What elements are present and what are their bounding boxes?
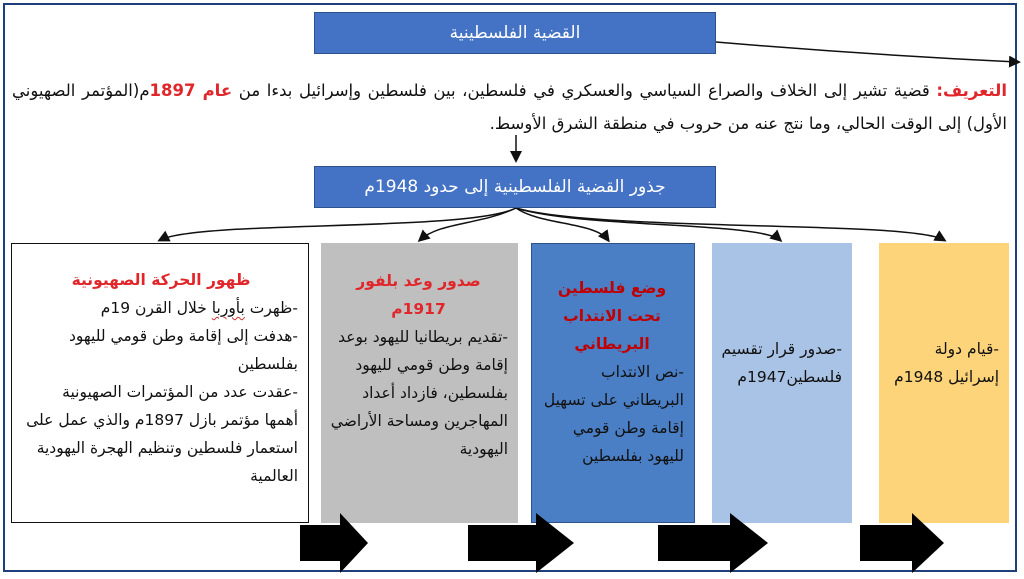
column-line: -ظهرت بأوربا خلال القرن 19م: [100, 299, 298, 317]
definition-text-1: قضية تشير إلى الخلاف والصراع السياسي والعسكري في فلسطين، بين فلسطين وإسرائيل بدءا من: [232, 81, 937, 100]
column-line: -هدفت إلى إقامة وطن قومي لليهود بفلسطين: [68, 327, 298, 373]
column-heading: ظهور الحركة الصهيونية: [71, 271, 251, 289]
block-arrow-icon: [860, 513, 944, 573]
definition-label: التعريف:: [936, 81, 1008, 100]
definition-year: عام 1897: [149, 81, 233, 100]
spellcheck-word: بأوربا: [211, 299, 245, 317]
column-heading: صدور وعد بلفور 1917م: [356, 272, 481, 318]
main-title: القضية الفلسطينية: [449, 23, 581, 43]
block-arrow-icon: [658, 513, 768, 573]
column-heading: وضع فلسطين تحت الانتداب البريطاني: [557, 279, 667, 353]
definition-text-2: م(المؤتمر الصهيوني الأول) إلى الوقت الحالي، وما نتج عنه من حروب في منطقة الشرق الأوسط.: [12, 81, 1007, 133]
block-arrow-icon: [300, 513, 368, 573]
column-body: -نص الانتداب البريطاني على تسهيل إقامة وطن قومي لليهود بفلسطين: [543, 363, 684, 465]
column-body: -قيام دولة إسرائيل 1948م: [894, 340, 999, 386]
column-body: -صدور قرار تقسيم فلسطين1947م: [721, 340, 842, 386]
column-line: -عقدت عدد من المؤتمرات الصهيونية أهمها مؤتمر بازل 1897م والذي عمل على استعمار فلسطين وتنظيم الهجرة اليهودية العالمية: [26, 383, 298, 485]
column-body: -تقديم بريطانيا لليهود بوعد إقامة وطن قومي لليهود بفلسطين، فازداد أعداد المهاجرين ومساحة الأراضي اليهودية: [330, 328, 508, 458]
subtitle: جذور القضية الفلسطينية إلى حدود 1948م: [364, 177, 666, 197]
block-arrow-icon: [468, 513, 574, 573]
